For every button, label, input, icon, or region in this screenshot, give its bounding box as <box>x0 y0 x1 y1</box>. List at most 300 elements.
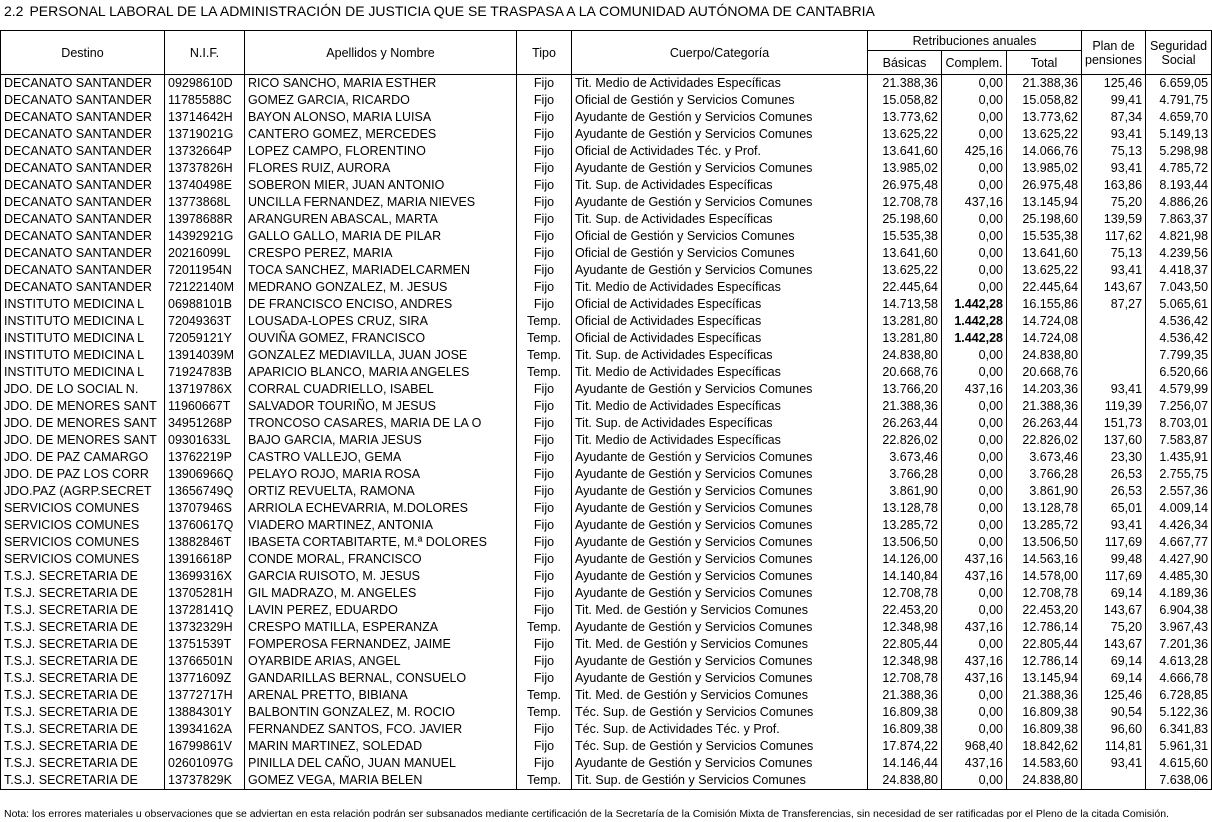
cell-seguridad-social: 7.799,35 <box>1146 347 1212 364</box>
cell-nombre: UNCILLA FERNANDEZ, MARIA NIEVES <box>245 194 517 211</box>
table-row <box>1 687 1212 704</box>
cell-cuerpo: Oficial de Actividades Específicas <box>572 330 868 347</box>
table-row <box>1 772 1212 790</box>
cell-plan-pensiones: 117,69 <box>1082 534 1146 551</box>
cell-tipo: Fijo <box>517 602 572 619</box>
cell-basicas: 15.535,38 <box>868 228 942 245</box>
cell-plan-pensiones: 99,48 <box>1082 551 1146 568</box>
cell-tipo: Temp. <box>517 330 572 347</box>
cell-destino: T.S.J. SECRETARIA DE <box>1 704 165 721</box>
header-complem: Complem. <box>942 51 1007 75</box>
cell-destino: T.S.J. SECRETARIA DE <box>1 619 165 636</box>
cell-plan-pensiones: 151,73 <box>1082 415 1146 432</box>
cell-cuerpo: Oficial de Actividades Específicas <box>572 296 868 313</box>
cell-complem: 0,00 <box>942 704 1007 721</box>
cell-nombre: GIL MADRAZO, M. ANGELES <box>245 585 517 602</box>
cell-tipo: Fijo <box>517 262 572 279</box>
cell-destino: DECANATO SANTANDER <box>1 160 165 177</box>
cell-total: 24.838,80 <box>1007 347 1082 364</box>
cell-nombre: CRESPO MATILLA, ESPERANZA <box>245 619 517 636</box>
cell-nif: 13719786X <box>165 381 245 398</box>
cell-complem: 437,16 <box>942 755 1007 772</box>
cell-cuerpo: Tit. Medio de Actividades Específicas <box>572 279 868 296</box>
cell-plan-pensiones: 119,39 <box>1082 398 1146 415</box>
cell-total: 12.786,14 <box>1007 653 1082 670</box>
cell-plan-pensiones: 93,41 <box>1082 381 1146 398</box>
cell-plan-pensiones: 75,13 <box>1082 143 1146 160</box>
cell-plan-pensiones: 93,41 <box>1082 160 1146 177</box>
cell-seguridad-social: 6.520,66 <box>1146 364 1212 381</box>
cell-tipo: Fijo <box>517 296 572 313</box>
cell-seguridad-social: 5.065,61 <box>1146 296 1212 313</box>
cell-plan-pensiones: 125,46 <box>1082 687 1146 704</box>
cell-complem: 0,00 <box>942 687 1007 704</box>
cell-tipo: Fijo <box>517 568 572 585</box>
cell-total: 14.563,16 <box>1007 551 1082 568</box>
cell-complem: 1.442,28 <box>942 313 1007 330</box>
cell-complem: 437,16 <box>942 653 1007 670</box>
cell-basicas: 13.641,60 <box>868 245 942 262</box>
cell-total: 21.388,36 <box>1007 75 1082 93</box>
cell-cuerpo: Ayudante de Gestión y Servicios Comunes <box>572 517 868 534</box>
cell-destino: T.S.J. SECRETARIA DE <box>1 636 165 653</box>
cell-complem: 0,00 <box>942 636 1007 653</box>
cell-destino: T.S.J. SECRETARIA DE <box>1 568 165 585</box>
cell-cuerpo: Ayudante de Gestión y Servicios Comunes <box>572 160 868 177</box>
cell-nombre: OYARBIDE ARIAS, ANGEL <box>245 653 517 670</box>
cell-destino: DECANATO SANTANDER <box>1 126 165 143</box>
cell-basicas: 26.975,48 <box>868 177 942 194</box>
cell-plan-pensiones: 163,86 <box>1082 177 1146 194</box>
cell-nombre: ORTIZ REVUELTA, RAMONA <box>245 483 517 500</box>
cell-plan-pensiones: 99,41 <box>1082 92 1146 109</box>
cell-nif: 09298610D <box>165 75 245 93</box>
cell-basicas: 13.625,22 <box>868 262 942 279</box>
cell-seguridad-social: 2.557,36 <box>1146 483 1212 500</box>
cell-tipo: Temp. <box>517 313 572 330</box>
cell-total: 14.583,60 <box>1007 755 1082 772</box>
cell-cuerpo: Oficial de Gestión y Servicios Comunes <box>572 245 868 262</box>
cell-seguridad-social: 2.755,75 <box>1146 466 1212 483</box>
cell-tipo: Fijo <box>517 738 572 755</box>
table-row <box>1 602 1212 619</box>
cell-destino: SERVICIOS COMUNES <box>1 517 165 534</box>
cell-seguridad-social: 4.536,42 <box>1146 313 1212 330</box>
cell-destino: INSTITUTO MEDICINA L <box>1 330 165 347</box>
cell-nombre: GONZALEZ MEDIAVILLA, JUAN JOSE <box>245 347 517 364</box>
cell-cuerpo: Ayudante de Gestión y Servicios Comunes <box>572 194 868 211</box>
cell-total: 15.535,38 <box>1007 228 1082 245</box>
cell-basicas: 13.985,02 <box>868 160 942 177</box>
cell-plan-pensiones: 26,53 <box>1082 466 1146 483</box>
cell-complem: 0,00 <box>942 279 1007 296</box>
cell-basicas: 13.281,80 <box>868 330 942 347</box>
cell-destino: DECANATO SANTANDER <box>1 92 165 109</box>
header-nif: N.I.F. <box>165 31 245 75</box>
cell-nombre: BALBONTIN GONZALEZ, M. ROCIO <box>245 704 517 721</box>
cell-plan-pensiones: 87,27 <box>1082 296 1146 313</box>
cell-nif: 13732664P <box>165 143 245 160</box>
cell-basicas: 13.506,50 <box>868 534 942 551</box>
cell-plan-pensiones <box>1082 313 1146 330</box>
table-row <box>1 126 1212 143</box>
cell-nif: 11785588C <box>165 92 245 109</box>
cell-plan-pensiones: 143,67 <box>1082 636 1146 653</box>
cell-seguridad-social: 4.785,72 <box>1146 160 1212 177</box>
cell-nombre: CONDE MORAL, FRANCISCO <box>245 551 517 568</box>
cell-destino: T.S.J. SECRETARIA DE <box>1 602 165 619</box>
table-row <box>1 449 1212 466</box>
cell-total: 20.668,76 <box>1007 364 1082 381</box>
table-row <box>1 279 1212 296</box>
cell-seguridad-social: 7.043,50 <box>1146 279 1212 296</box>
cell-nif: 13719021G <box>165 126 245 143</box>
cell-nif: 13882846T <box>165 534 245 551</box>
cell-plan-pensiones: 143,67 <box>1082 279 1146 296</box>
cell-total: 12.708,78 <box>1007 585 1082 602</box>
cell-tipo: Fijo <box>517 92 572 109</box>
cell-complem: 0,00 <box>942 262 1007 279</box>
cell-cuerpo: Ayudante de Gestión y Servicios Comunes <box>572 262 868 279</box>
cell-total: 13.145,94 <box>1007 194 1082 211</box>
cell-nif: 13914039M <box>165 347 245 364</box>
cell-basicas: 21.388,36 <box>868 687 942 704</box>
cell-nif: 16799861V <box>165 738 245 755</box>
cell-nombre: PINILLA DEL CAÑO, JUAN MANUEL <box>245 755 517 772</box>
cell-plan-pensiones: 69,14 <box>1082 653 1146 670</box>
cell-nombre: RICO SANCHO, MARIA ESTHER <box>245 75 517 93</box>
header-destino: Destino <box>1 31 165 75</box>
cell-plan-pensiones: 143,67 <box>1082 602 1146 619</box>
cell-nombre: TRONCOSO CASARES, MARIA DE LA O <box>245 415 517 432</box>
cell-nif: 72049363T <box>165 313 245 330</box>
cell-complem: 0,00 <box>942 602 1007 619</box>
table-row <box>1 432 1212 449</box>
cell-nif: 13737826H <box>165 160 245 177</box>
cell-destino: T.S.J. SECRETARIA DE <box>1 653 165 670</box>
cell-tipo: Fijo <box>517 653 572 670</box>
cell-total: 25.198,60 <box>1007 211 1082 228</box>
cell-destino: T.S.J. SECRETARIA DE <box>1 738 165 755</box>
cell-nif: 20216099L <box>165 245 245 262</box>
cell-basicas: 14.146,44 <box>868 755 942 772</box>
cell-seguridad-social: 4.239,56 <box>1146 245 1212 262</box>
cell-tipo: Fijo <box>517 177 572 194</box>
cell-total: 3.673,46 <box>1007 449 1082 466</box>
cell-nombre: SALVADOR TOURIÑO, M JESUS <box>245 398 517 415</box>
cell-seguridad-social: 4.189,36 <box>1146 585 1212 602</box>
table-row <box>1 721 1212 738</box>
cell-nombre: CORRAL CUADRIELLO, ISABEL <box>245 381 517 398</box>
cell-tipo: Temp. <box>517 619 572 636</box>
cell-cuerpo: Téc. Sup. de Actividades Téc. y Prof. <box>572 721 868 738</box>
cell-cuerpo: Tit. Sup. de Actividades Específicas <box>572 177 868 194</box>
cell-nif: 13707946S <box>165 500 245 517</box>
cell-plan-pensiones: 93,41 <box>1082 755 1146 772</box>
cell-cuerpo: Téc. Sup. de Gestión y Servicios Comunes <box>572 704 868 721</box>
cell-complem: 0,00 <box>942 160 1007 177</box>
header-cuerpo: Cuerpo/Categoría <box>572 31 868 75</box>
cell-basicas: 12.348,98 <box>868 619 942 636</box>
cell-tipo: Temp. <box>517 704 572 721</box>
cell-total: 26.975,48 <box>1007 177 1082 194</box>
cell-tipo: Fijo <box>517 381 572 398</box>
cell-tipo: Fijo <box>517 415 572 432</box>
cell-destino: JDO. DE PAZ CAMARGO <box>1 449 165 466</box>
cell-complem: 0,00 <box>942 177 1007 194</box>
cell-complem: 0,00 <box>942 585 1007 602</box>
cell-nombre: FERNANDEZ SANTOS, FCO. JAVIER <box>245 721 517 738</box>
cell-cuerpo: Tit. Med. de Gestión y Servicios Comunes <box>572 687 868 704</box>
cell-tipo: Temp. <box>517 687 572 704</box>
cell-plan-pensiones <box>1082 347 1146 364</box>
cell-total: 12.786,14 <box>1007 619 1082 636</box>
cell-tipo: Temp. <box>517 347 572 364</box>
cell-tipo: Fijo <box>517 670 572 687</box>
cell-basicas: 16.809,38 <box>868 721 942 738</box>
cell-complem: 0,00 <box>942 772 1007 790</box>
cell-destino: SERVICIOS COMUNES <box>1 534 165 551</box>
cell-seguridad-social: 4.791,75 <box>1146 92 1212 109</box>
table-row <box>1 398 1212 415</box>
cell-destino: T.S.J. SECRETARIA DE <box>1 755 165 772</box>
cell-plan-pensiones: 93,41 <box>1082 126 1146 143</box>
table-row <box>1 670 1212 687</box>
cell-cuerpo: Ayudante de Gestión y Servicios Comunes <box>572 585 868 602</box>
cell-nif: 13760617Q <box>165 517 245 534</box>
cell-nif: 13737829K <box>165 772 245 790</box>
cell-cuerpo: Tit. Sup. de Actividades Específicas <box>572 347 868 364</box>
table-row <box>1 381 1212 398</box>
cell-total: 3.861,90 <box>1007 483 1082 500</box>
document-title <box>4 2 875 20</box>
cell-complem: 0,00 <box>942 721 1007 738</box>
cell-total: 26.263,44 <box>1007 415 1082 432</box>
cell-nombre: GALLO GALLO, MARIA DE PILAR <box>245 228 517 245</box>
cell-basicas: 13.625,22 <box>868 126 942 143</box>
cell-seguridad-social: 5.122,36 <box>1146 704 1212 721</box>
cell-destino: T.S.J. SECRETARIA DE <box>1 772 165 790</box>
cell-basicas: 26.263,44 <box>868 415 942 432</box>
cell-nombre: GANDARILLAS BERNAL, CONSUELO <box>245 670 517 687</box>
table-row <box>1 500 1212 517</box>
cell-nif: 72122140M <box>165 279 245 296</box>
cell-complem: 0,00 <box>942 466 1007 483</box>
cell-seguridad-social: 7.863,37 <box>1146 211 1212 228</box>
table-row <box>1 143 1212 160</box>
cell-cuerpo: Tit. Medio de Actividades Específicas <box>572 398 868 415</box>
cell-cuerpo: Ayudante de Gestión y Servicios Comunes <box>572 755 868 772</box>
header-seguridad-social: Seguridad Social <box>1146 31 1212 75</box>
cell-tipo: Fijo <box>517 432 572 449</box>
cell-tipo: Fijo <box>517 721 572 738</box>
cell-seguridad-social: 4.666,78 <box>1146 670 1212 687</box>
cell-tipo: Fijo <box>517 551 572 568</box>
cell-cuerpo: Ayudante de Gestión y Servicios Comunes <box>572 381 868 398</box>
cell-plan-pensiones: 139,59 <box>1082 211 1146 228</box>
cell-basicas: 13.285,72 <box>868 517 942 534</box>
cell-nombre: FOMPEROSA FERNANDEZ, JAIME <box>245 636 517 653</box>
cell-destino: DECANATO SANTANDER <box>1 75 165 93</box>
cell-basicas: 14.713,58 <box>868 296 942 313</box>
cell-nombre: FLORES RUIZ, AURORA <box>245 160 517 177</box>
section-title: PERSONAL LABORAL DE LA ADMINISTRACIÓN DE JUSTICIA QUE SE TRASPASA A LA COMUNIDAD AUTÓNOMA DE CANTABRIA <box>29 3 875 19</box>
cell-destino: SERVICIOS COMUNES <box>1 500 165 517</box>
cell-total: 13.625,22 <box>1007 126 1082 143</box>
table-row <box>1 313 1212 330</box>
cell-nombre: SOBERON MIER, JUAN ANTONIO <box>245 177 517 194</box>
cell-basicas: 3.861,90 <box>868 483 942 500</box>
cell-cuerpo: Ayudante de Gestión y Servicios Comunes <box>572 619 868 636</box>
cell-plan-pensiones: 114,81 <box>1082 738 1146 755</box>
cell-destino: DECANATO SANTANDER <box>1 228 165 245</box>
cell-complem: 0,00 <box>942 500 1007 517</box>
cell-nif: 14392921G <box>165 228 245 245</box>
cell-tipo: Fijo <box>517 636 572 653</box>
cell-tipo: Fijo <box>517 585 572 602</box>
cell-basicas: 13.641,60 <box>868 143 942 160</box>
cell-complem: 0,00 <box>942 517 1007 534</box>
cell-seguridad-social: 4.613,28 <box>1146 653 1212 670</box>
cell-seguridad-social: 4.418,37 <box>1146 262 1212 279</box>
cell-total: 13.506,50 <box>1007 534 1082 551</box>
cell-basicas: 24.838,80 <box>868 772 942 790</box>
cell-seguridad-social: 7.583,87 <box>1146 432 1212 449</box>
cell-nombre: CANTERO GOMEZ, MERCEDES <box>245 126 517 143</box>
cell-plan-pensiones: 125,46 <box>1082 75 1146 93</box>
cell-plan-pensiones <box>1082 330 1146 347</box>
cell-basicas: 13.766,20 <box>868 381 942 398</box>
cell-basicas: 22.826,02 <box>868 432 942 449</box>
cell-tipo: Fijo <box>517 449 572 466</box>
cell-nif: 71924783B <box>165 364 245 381</box>
cell-basicas: 14.126,00 <box>868 551 942 568</box>
cell-basicas: 12.348,98 <box>868 653 942 670</box>
cell-destino: INSTITUTO MEDICINA L <box>1 347 165 364</box>
cell-nombre: CASTRO VALLEJO, GEMA <box>245 449 517 466</box>
cell-destino: DECANATO SANTANDER <box>1 109 165 126</box>
table-row <box>1 211 1212 228</box>
cell-nombre: PELAYO ROJO, MARIA ROSA <box>245 466 517 483</box>
cell-seguridad-social: 4.886,26 <box>1146 194 1212 211</box>
cell-total: 16.809,38 <box>1007 721 1082 738</box>
cell-complem: 0,00 <box>942 483 1007 500</box>
cell-basicas: 21.388,36 <box>868 398 942 415</box>
cell-complem: 0,00 <box>942 126 1007 143</box>
cell-total: 15.058,82 <box>1007 92 1082 109</box>
cell-total: 14.066,76 <box>1007 143 1082 160</box>
cell-nombre: TOCA SANCHEZ, MARIADELCARMEN <box>245 262 517 279</box>
cell-total: 13.145,94 <box>1007 670 1082 687</box>
header-plan-pensiones: Plan de pensiones <box>1082 31 1146 75</box>
cell-tipo: Fijo <box>517 534 572 551</box>
cell-destino: INSTITUTO MEDICINA L <box>1 313 165 330</box>
cell-tipo: Fijo <box>517 211 572 228</box>
cell-complem: 0,00 <box>942 347 1007 364</box>
cell-seguridad-social: 4.821,98 <box>1146 228 1212 245</box>
cell-seguridad-social: 4.615,60 <box>1146 755 1212 772</box>
cell-plan-pensiones: 96,60 <box>1082 721 1146 738</box>
cell-cuerpo: Tit. Sup. de Gestión y Servicios Comunes <box>572 772 868 790</box>
cell-nif: 13762219P <box>165 449 245 466</box>
cell-total: 18.842,62 <box>1007 738 1082 755</box>
cell-complem: 437,16 <box>942 194 1007 211</box>
cell-cuerpo: Tit. Medio de Actividades Específicas <box>572 432 868 449</box>
cell-nif: 13906966Q <box>165 466 245 483</box>
cell-destino: JDO. DE MENORES SANT <box>1 398 165 415</box>
cell-seguridad-social: 6.904,38 <box>1146 602 1212 619</box>
cell-plan-pensiones: 23,30 <box>1082 449 1146 466</box>
table-row <box>1 653 1212 670</box>
cell-destino: DECANATO SANTANDER <box>1 262 165 279</box>
cell-nombre: GOMEZ VEGA, MARIA BELEN <box>245 772 517 790</box>
cell-plan-pensiones: 69,14 <box>1082 670 1146 687</box>
cell-seguridad-social: 5.961,31 <box>1146 738 1212 755</box>
cell-complem: 425,16 <box>942 143 1007 160</box>
table-row <box>1 466 1212 483</box>
cell-tipo: Fijo <box>517 109 572 126</box>
table-row <box>1 330 1212 347</box>
cell-nif: 13705281H <box>165 585 245 602</box>
cell-basicas: 12.708,78 <box>868 670 942 687</box>
cell-cuerpo: Oficial de Gestión y Servicios Comunes <box>572 92 868 109</box>
cell-complem: 968,40 <box>942 738 1007 755</box>
cell-complem: 437,16 <box>942 670 1007 687</box>
cell-total: 16.155,86 <box>1007 296 1082 313</box>
cell-basicas: 20.668,76 <box>868 364 942 381</box>
table-row <box>1 568 1212 585</box>
table-row <box>1 160 1212 177</box>
cell-cuerpo: Ayudante de Gestión y Servicios Comunes <box>572 449 868 466</box>
cell-seguridad-social: 4.536,42 <box>1146 330 1212 347</box>
cell-total: 14.578,00 <box>1007 568 1082 585</box>
header-nombre: Apellidos y Nombre <box>245 31 517 75</box>
cell-tipo: Fijo <box>517 517 572 534</box>
cell-nif: 72011954N <box>165 262 245 279</box>
cell-nif: 72059121Y <box>165 330 245 347</box>
cell-tipo: Fijo <box>517 75 572 93</box>
cell-cuerpo: Tit. Medio de Actividades Específicas <box>572 364 868 381</box>
cell-complem: 0,00 <box>942 415 1007 432</box>
cell-basicas: 12.708,78 <box>868 585 942 602</box>
cell-destino: T.S.J. SECRETARIA DE <box>1 687 165 704</box>
cell-cuerpo: Ayudante de Gestión y Servicios Comunes <box>572 126 868 143</box>
cell-nombre: MEDRANO GONZALEZ, M. JESUS <box>245 279 517 296</box>
table-row <box>1 704 1212 721</box>
cell-destino: INSTITUTO MEDICINA L <box>1 364 165 381</box>
cell-seguridad-social: 7.256,07 <box>1146 398 1212 415</box>
footnote: Nota: los errores materiales u observaciones que se adviertan en esta relación podrán ser subsanados mediante certificación de la Secretaría de la Comisión Mixta de Transferencias, sin necesidad de ser ratificadas por el Pleno de la citada Comisión. <box>4 808 1169 820</box>
cell-nombre: MARIN MARTINEZ, SOLEDAD <box>245 738 517 755</box>
cell-total: 13.625,22 <box>1007 262 1082 279</box>
cell-plan-pensiones: 117,69 <box>1082 568 1146 585</box>
cell-cuerpo: Ayudante de Gestión y Servicios Comunes <box>572 466 868 483</box>
cell-nif: 13751539T <box>165 636 245 653</box>
cell-cuerpo: Tit. Med. de Gestión y Servicios Comunes <box>572 636 868 653</box>
cell-cuerpo: Tit. Sup. de Actividades Específicas <box>572 211 868 228</box>
cell-cuerpo: Téc. Sup. de Gestión y Servicios Comunes <box>572 738 868 755</box>
cell-complem: 0,00 <box>942 534 1007 551</box>
cell-destino: JDO. DE MENORES SANT <box>1 432 165 449</box>
header-tipo: Tipo <box>517 31 572 75</box>
cell-tipo: Fijo <box>517 228 572 245</box>
cell-cuerpo: Oficial de Gestión y Servicios Comunes <box>572 228 868 245</box>
cell-nif: 34951268P <box>165 415 245 432</box>
cell-nif: 13728141Q <box>165 602 245 619</box>
table-row <box>1 551 1212 568</box>
cell-plan-pensiones: 87,34 <box>1082 109 1146 126</box>
cell-destino: DECANATO SANTANDER <box>1 143 165 160</box>
